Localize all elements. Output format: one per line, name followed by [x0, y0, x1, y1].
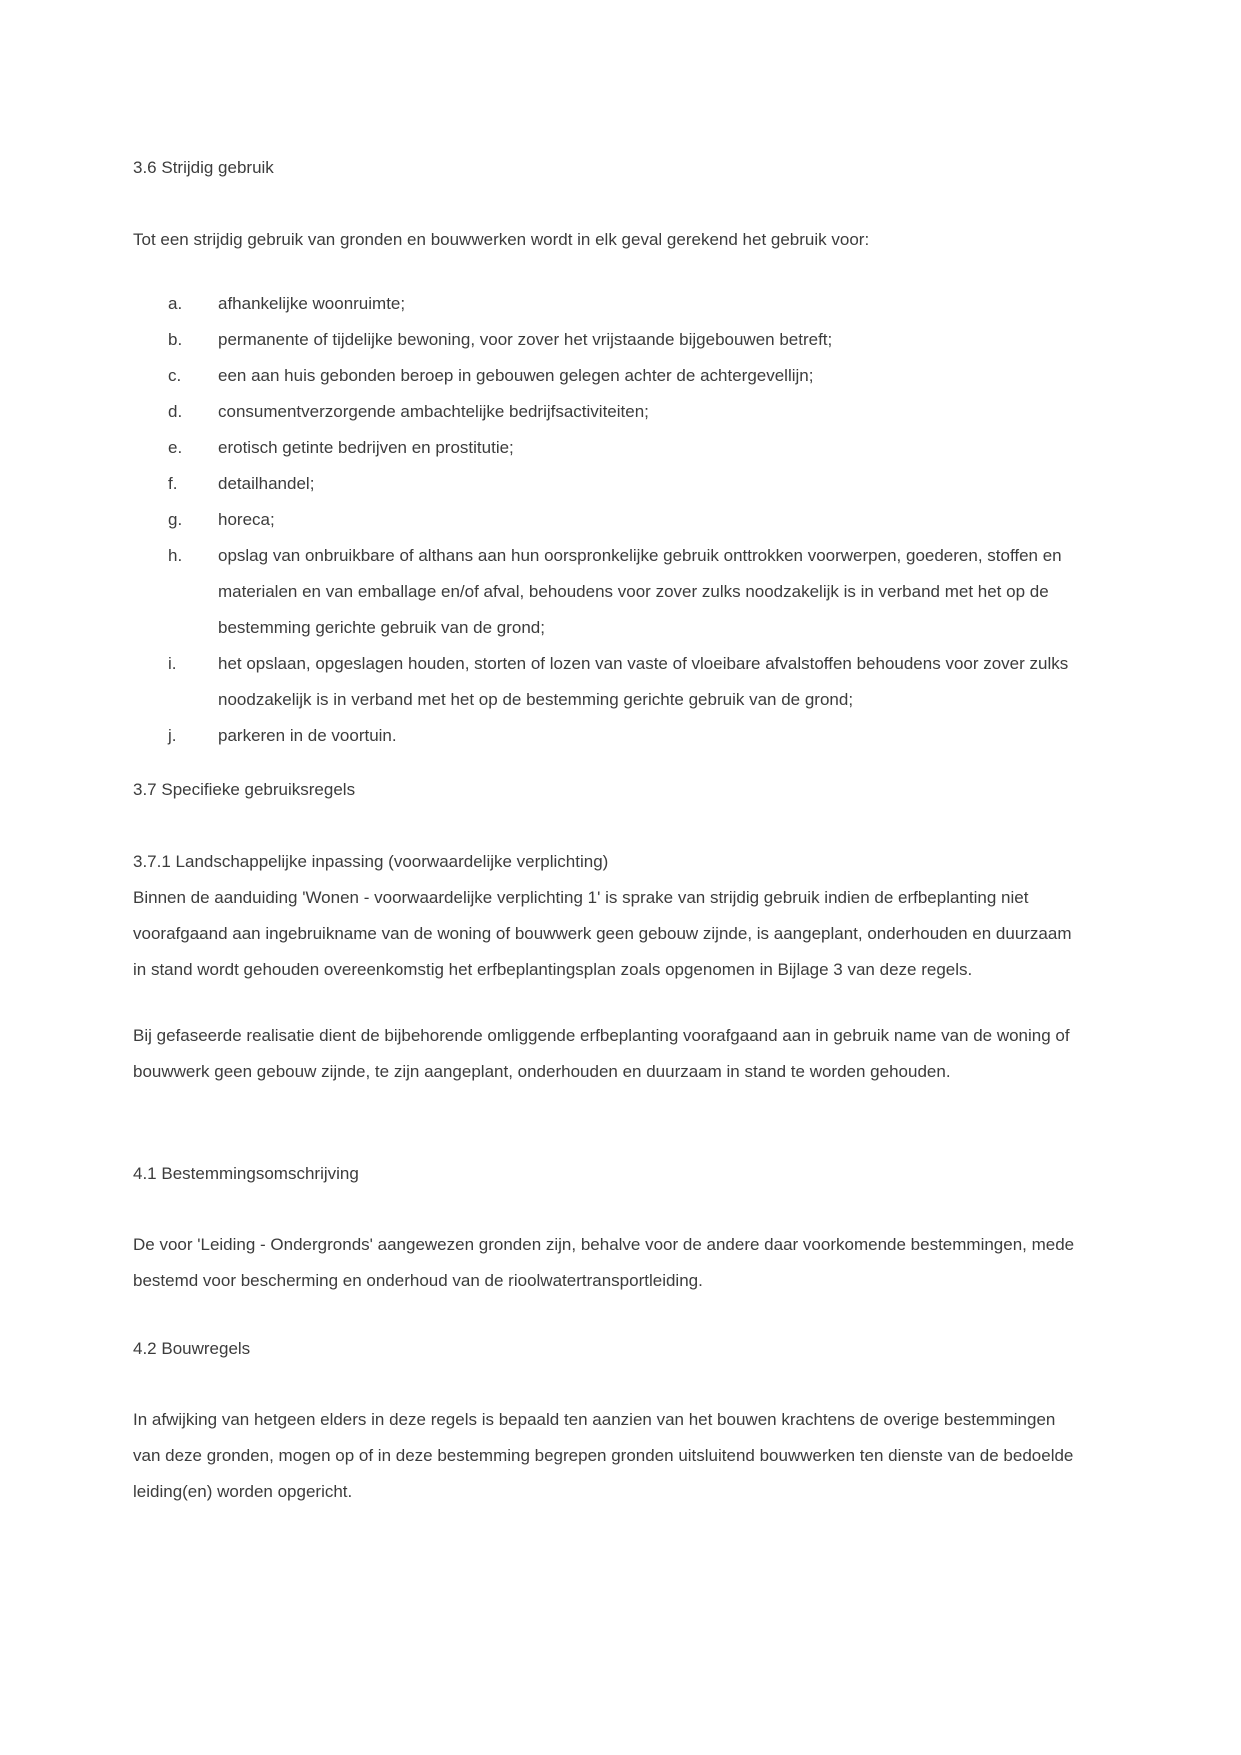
- list-item-text: erotisch getinte bedrijven en prostitutie;: [218, 438, 514, 457]
- list-item-text: consumentverzorgende ambachtelijke bedrijfsactiviteiten;: [218, 402, 649, 421]
- list-item-text: detailhandel;: [218, 474, 315, 493]
- list-item-letter: e.: [168, 438, 183, 457]
- list-item: [133, 322, 1083, 358]
- list-item: [133, 430, 1083, 466]
- list-item: [133, 646, 1083, 718]
- list-item-letter: d.: [168, 402, 183, 421]
- list-item: [133, 358, 1083, 394]
- list-item: [133, 394, 1083, 430]
- paragraph-3-7-1-a: Binnen de aanduiding 'Wonen - voorwaardelijke verplichting 1' is sprake van strijdig gebruik indien de erfbeplanting niet voorafgaand aan ingebruikname van de woning of bouwwerk geen gebouw zijnde, is aangeplant, onderhouden en duurzaam in stand wordt gehouden overeenkomstig het erfbeplantingsplan zoals opgenomen in Bijlage 3 van deze regels.: [133, 888, 1072, 979]
- list-item: [133, 718, 1083, 754]
- list-item-text: permanente of tijdelijke bewoning, voor zover het vrijstaande bijgebouwen betreft;: [218, 330, 833, 349]
- list-item-text: parkeren in de voortuin.: [218, 726, 397, 745]
- prohibited-use-list: [133, 286, 1083, 754]
- list-item: [133, 538, 1083, 646]
- list-item-letter: f.: [168, 474, 178, 493]
- list-item-text: opslag van onbruikbare of althans aan hun oorspronkelijke gebruik onttrokken voorwerpen, goederen, stoffen en materialen en van emballage en/of afval, behoudens voor zover zulks noodzakelijk is in verband met het op de bestemming gerichte gebruik van de grond;: [218, 546, 1062, 637]
- list-item-text: het opslaan, opgeslagen houden, storten of lozen van vaste of vloeibare afvalstoffen behoudens voor zover zulks noodzakelijk is in verband met het op de bestemming gerichte gebruik van de grond;: [218, 654, 1069, 709]
- list-item-letter: j.: [168, 726, 177, 745]
- list-item-text: horeca;: [218, 510, 275, 529]
- section-heading-3-7: 3.7 Specifieke gebruiksregels: [133, 780, 356, 799]
- list-item: [133, 286, 1083, 322]
- section-heading-4-2: 4.2 Bouwregels: [133, 1339, 251, 1358]
- intro-paragraph: Tot een strijdig gebruik van gronden en bouwwerken wordt in elk geval gerekend het gebruik voor:: [133, 230, 870, 249]
- subsection-heading-3-7-1: 3.7.1 Landschappelijke inpassing (voorwaardelijke verplichting): [133, 852, 609, 871]
- list-item-text: een aan huis gebonden beroep in gebouwen gelegen achter de achtergevellijn;: [218, 366, 814, 385]
- list-item-letter: h.: [168, 546, 183, 565]
- list-item-letter: g.: [168, 510, 183, 529]
- paragraph-4-1: De voor 'Leiding - Ondergronds' aangewezen gronden zijn, behalve voor de andere daar voorkomende bestemmingen, mede bestemd voor bescherming en onderhoud van de rioolwatertransportleiding.: [133, 1235, 1075, 1290]
- list-item-letter: c.: [168, 366, 182, 385]
- list-item-letter: i.: [168, 654, 177, 673]
- section-heading-4-1: 4.1 Bestemmingsomschrijving: [133, 1164, 359, 1183]
- list-item-letter: b.: [168, 330, 183, 349]
- paragraph-4-2: In afwijking van hetgeen elders in deze regels is bepaald ten aanzien van het bouwen krachtens de overige bestemmingen van deze gronden, mogen op of in deze bestemming begrepen gronden uitsluitend bouwwerken ten dienste van de bedoelde leiding(en) worden opgericht.: [133, 1410, 1074, 1501]
- paragraph-3-7-1-b: Bij gefaseerde realisatie dient de bijbehorende omliggende erfbeplanting voorafgaand aan in gebruik name van de woning of bouwwerk geen gebouw zijnde, te zijn aangeplant, onderhouden en duurzaam in stand te worden gehouden.: [133, 1026, 1070, 1081]
- list-item: [133, 502, 1083, 538]
- list-item: [133, 466, 1083, 502]
- list-item-text: afhankelijke woonruimte;: [218, 294, 406, 313]
- list-item-letter: a.: [168, 294, 183, 313]
- section-heading-3-6: 3.6 Strijdig gebruik: [133, 158, 274, 177]
